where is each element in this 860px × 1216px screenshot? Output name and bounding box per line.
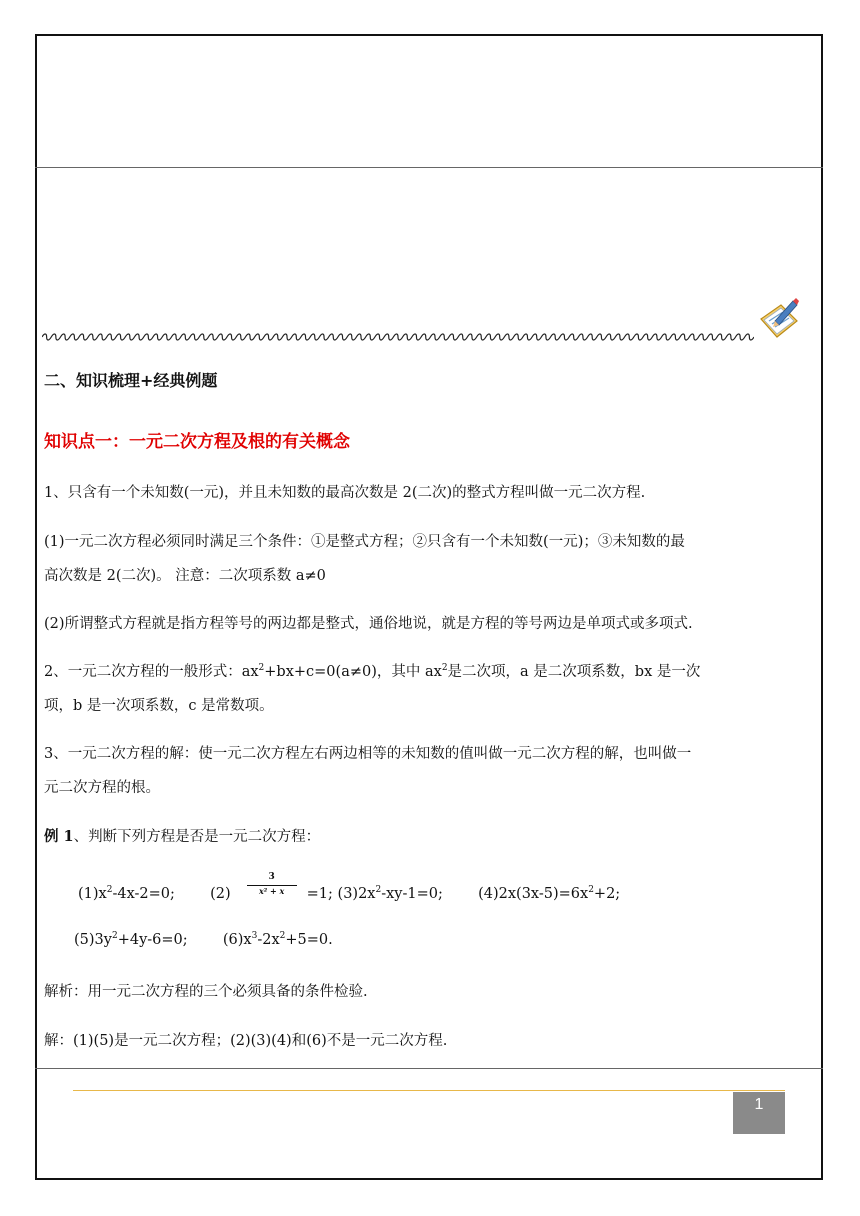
eq6-text-a: (6)x [222, 932, 252, 948]
eq5-text-b: +4y-6=0; [117, 932, 188, 948]
definition-3-line1: 3、一元二次方程的解：使一元二次方程左右两边相等的未知数的值叫做一元二次方程的解，也叫做一 [44, 746, 692, 762]
superscript-2: 2 [111, 931, 118, 941]
eq5-text-a: (5)3y [74, 932, 112, 948]
equation-1 [78, 886, 175, 902]
eq3-text-b: -xy-1=0; [381, 886, 443, 902]
eq3-text-a: (3)2x [337, 886, 376, 902]
eq4-text-a: (4)2x(3x-5)=6x [478, 886, 589, 902]
section-title: 二、知识梳理+经典例题 [44, 371, 218, 390]
equation-6 [223, 932, 333, 948]
definition-3-line2: 元二次方程的根。 [44, 780, 160, 796]
eq4-text-b: +2; [593, 886, 621, 902]
equation-4 [478, 886, 620, 902]
example-1-prompt [44, 825, 320, 846]
fraction-denominator: x² + x [258, 886, 285, 896]
tilde-divider [42, 330, 754, 344]
analysis-text: 解析：用一元二次方程的三个必须具备的条件检验. [44, 984, 368, 1000]
eq1-text-a: (1)x [78, 886, 107, 902]
eq2-label: (2) [210, 886, 231, 902]
definition-1-sub2: (2)所谓整式方程就是指方程等号的两边都是整式，通俗地说，就是方程的等号两边是单项式或多项式. [44, 616, 693, 632]
equation-row-2 [74, 932, 333, 948]
superscript-2: 2 [375, 885, 382, 895]
superscript-2: 2 [588, 885, 594, 895]
definition-1-sub1-line1: (1)一元二次方程必须同时满足三个条件：①是整式方程；②只含有一个未知数(一元)；③未知数的最 [44, 534, 685, 550]
example-label: 例 1 [44, 828, 74, 845]
equation-row-1 [78, 872, 621, 902]
equation-3 [338, 886, 443, 902]
example-prompt-text: 、判断下列方程是否是一元二次方程： [73, 829, 321, 845]
equation-5 [74, 932, 188, 948]
def2-text-c: 是二次项，a 是二次项系数，bx 是一次 [447, 664, 701, 680]
superscript-2: 2 [106, 885, 113, 895]
page-number: 1 [733, 1092, 785, 1134]
eq6-text-b: -2x [257, 932, 280, 948]
fraction [243, 872, 301, 902]
knowledge-point-title: 知识点一：一元二次方程及根的有关概念 [44, 432, 350, 452]
eq1-text-b: -4x-2=0; [112, 886, 175, 902]
superscript-2: 2 [258, 663, 265, 673]
def2-text-a: 2、一元二次方程的一般形式：ax [44, 664, 259, 680]
solution-text: 解：(1)(5)是一元二次方程；(2)(3)(4)和(6)不是一元二次方程. [44, 1033, 448, 1049]
definition-2-line1 [44, 660, 700, 681]
fraction-numerator: 3 [268, 872, 275, 882]
superscript-3: 3 [251, 931, 258, 941]
equation-2 [210, 872, 333, 902]
definition-2-line2: 项，b 是一次项系数，c 是常数项。 [44, 698, 274, 714]
definition-1: 1、只含有一个未知数(一元)，并且未知数的最高次数是 2(二次)的整式方程叫做一元二次方程. [44, 485, 646, 501]
def2-text-b: +bx+c=0(a≠0)，其中 ax [264, 664, 442, 680]
superscript-2: 2 [441, 663, 448, 673]
pencil-notepad-icon [755, 295, 803, 343]
superscript-2: 2 [279, 931, 286, 941]
eq6-text-c: +5=0. [285, 932, 333, 948]
eq2-rest: =1; [306, 886, 333, 902]
definition-1-sub1-line2: 高次数是 2(二次)。 注意：二次项系数 a≠0 [44, 568, 326, 584]
footer-divider [73, 1090, 785, 1091]
